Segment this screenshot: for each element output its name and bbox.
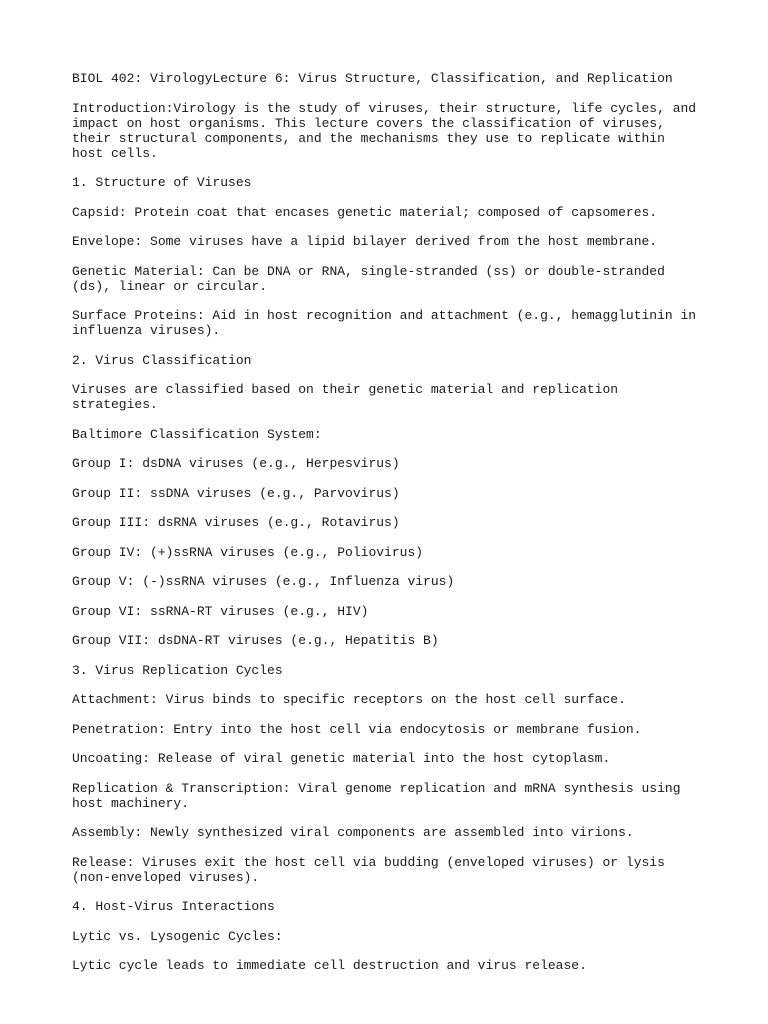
section-heading-structure: 1. Structure of Viruses [72,175,252,190]
paragraph-envelope: Envelope: Some viruses have a lipid bilayer derived from the host membrane. [72,234,658,249]
paragraph-surface-proteins: Surface Proteins: Aid in host recognition and attachment (e.g., hemagglutinin in influenza viruses). [72,308,697,338]
list-item-group-3: Group III: dsRNA viruses (e.g., Rotavirus) [72,515,400,530]
paragraph-release: Release: Viruses exit the host cell via budding (enveloped viruses) or lysis (non-enveloped viruses). [72,854,665,885]
document-title: BIOL 402: VirologyLecture 6: Virus Structure, Classification, and Replication [72,71,673,86]
section-heading-replication: 3. Virus Replication Cycles [72,662,283,678]
paragraph-lytic-lysogenic: Lytic vs. Lysogenic Cycles: [72,928,283,944]
paragraph-replication-transcription: Replication & Transcription: Viral genome replication and mRNA synthesis using host machinery. [72,780,681,811]
paragraph-uncoating: Uncoating: Release of viral genetic material into the host cytoplasm. [72,751,611,766]
paragraph-assembly: Assembly: Newly synthesized viral components are assembled into virions. [72,825,634,840]
paragraph-attachment: Attachment: Virus binds to specific receptors on the host cell surface. [72,692,626,707]
section-heading-host-virus: 4. Host-Virus Interactions [72,899,275,914]
paragraph-lytic-cycle: Lytic cycle leads to immediate cell destruction and virus release. [72,958,587,973]
paragraph-genetic-material: Genetic Material: Can be DNA or RNA, single-stranded (ss) or double-stranded (ds), linear or circular. [72,263,665,294]
list-item-group-1: Group I: dsDNA viruses (e.g., Herpesvirus) [72,456,400,471]
section-heading-classification: 2. Virus Classification [72,352,252,368]
list-item-group-2: Group II: ssDNA viruses (e.g., Parvovirus) [72,485,400,501]
paragraph-capsid: Capsid: Protein coat that encases genetic material; composed of capsomeres. [72,204,658,220]
paragraph-classification-basis: Viruses are classified based on their genetic material and replication strategies. [72,382,619,412]
paragraph-baltimore-system: Baltimore Classification System: [72,426,322,442]
list-item-group-4: Group IV: (+)ssRNA viruses (e.g., Poliovirus) [72,544,424,560]
paragraph-penetration: Penetration: Entry into the host cell via endocytosis or membrane fusion. [72,721,642,737]
introduction-paragraph: Introduction:Virology is the study of viruses, their structure, life cycles, and impact on host organisms. This lecture covers the classification of viruses, their structural components, and the mechanisms they use to replicate within host cells. [72,100,697,161]
list-item-group-6: Group VI: ssRNA-RT viruses (e.g., HIV) [72,603,369,619]
document-page [72,71,702,988]
list-item-group-7: Group VII: dsDNA-RT viruses (e.g., Hepatitis B) [72,633,439,648]
list-item-group-5: Group V: (-)ssRNA viruses (e.g., Influenza virus) [72,574,455,589]
